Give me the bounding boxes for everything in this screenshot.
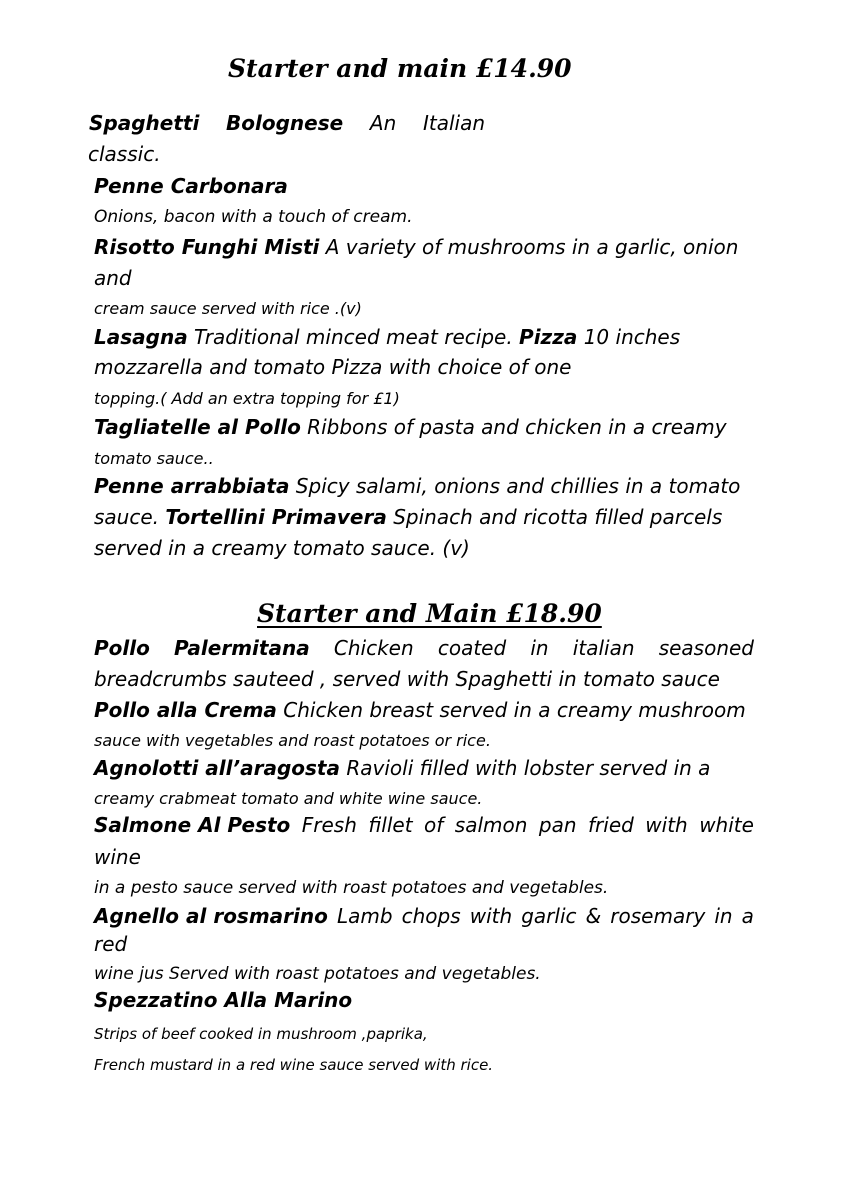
item-desc: Strips of beef cooked in mushroom ,paprika, xyxy=(94,1025,428,1043)
item-name: Risotto Funghi Misti xyxy=(94,235,320,259)
item-name: Agnolotti all’aragosta xyxy=(94,756,340,780)
item-name: Tagliatelle al Pollo xyxy=(94,415,301,439)
item-desc-word: in xyxy=(530,636,549,660)
item-name-word: Spaghetti xyxy=(89,111,200,135)
item-desc-word: of xyxy=(424,813,444,837)
item-desc: Ribbons of pasta and chicken in a creamy xyxy=(300,415,727,439)
item-desc: in a pesto sauce served with roast potatoes and vegetables. xyxy=(94,878,609,898)
item-desc-word: seasoned xyxy=(658,636,754,660)
item-desc: A variety of mushrooms in a garlic, onion xyxy=(319,235,739,259)
menu-item-lasagna xyxy=(94,325,680,349)
item-desc-word: with xyxy=(645,813,688,837)
section-heading-1: Starter and main £14.90 xyxy=(228,54,572,83)
item-desc: Onions, bacon with a touch of cream. xyxy=(94,207,413,227)
menu-item-arrabbiata xyxy=(94,474,740,498)
item-desc: tomato sauce.. xyxy=(94,449,214,468)
item-desc-word: rosemary xyxy=(610,904,706,928)
item-desc-word: italian xyxy=(572,636,635,660)
menu-item-agnello xyxy=(94,904,754,928)
menu-item-tagliatelle xyxy=(94,415,727,439)
item-desc: creamy crabmeat tomato and white wine sauce. xyxy=(94,789,483,808)
item-desc: cream sauce served with rice .(v) xyxy=(94,299,362,318)
item-desc: 10 inches xyxy=(577,325,681,349)
item-desc: mozzarella and tomato Pizza with choice of one xyxy=(94,355,572,379)
item-desc: wine xyxy=(94,845,141,869)
item-name: Pollo alla Crema xyxy=(94,698,277,722)
item-name-word: Bolognese xyxy=(226,111,344,135)
item-desc-word: Chicken xyxy=(333,636,414,660)
item-desc: Ravioli filled with lobster served in a xyxy=(340,756,711,780)
menu-item-risotto xyxy=(94,235,738,259)
item-name: Salmone Al Pesto xyxy=(94,813,291,837)
item-desc-word: fried xyxy=(588,813,634,837)
item-desc: classic. xyxy=(88,142,161,166)
item-desc: breadcrumbs sauteed , served with Spaghetti in tomato sauce xyxy=(94,667,720,691)
item-desc-word: white xyxy=(699,813,754,837)
menu-item-agnolotti xyxy=(94,756,710,780)
item-desc: sauce. xyxy=(94,505,166,529)
item-desc: topping.( Add an extra topping for £1) xyxy=(94,389,400,408)
item-desc-word: Fresh xyxy=(301,813,357,837)
item-name: Agnello al rosmarino xyxy=(94,904,328,928)
item-desc-word: pan xyxy=(538,813,577,837)
item-name: Lasagna xyxy=(94,325,188,349)
item-desc: Traditional minced meat recipe. xyxy=(187,325,520,349)
item-desc-word: fillet xyxy=(368,813,413,837)
item-desc-word: An xyxy=(369,111,397,135)
item-desc-word: a xyxy=(741,904,754,928)
menu-item-tortellini xyxy=(94,505,722,529)
item-desc: sauce with vegetables and roast potatoes or rice. xyxy=(94,731,491,750)
item-name: Pizza xyxy=(519,325,578,349)
item-name: Spezzatino Alla Marino xyxy=(94,988,353,1012)
item-desc-word: chops xyxy=(401,904,461,928)
item-desc: and xyxy=(94,266,132,290)
item-desc-word: with xyxy=(469,904,513,928)
item-desc: wine jus Served with roast potatoes and vegetables. xyxy=(94,964,541,984)
section-heading-2: Starter and Main £18.90 xyxy=(257,599,602,628)
item-name-word: Palermitana xyxy=(174,636,310,660)
menu-item-spaghetti xyxy=(89,111,485,135)
item-desc: red xyxy=(94,932,128,956)
item-desc-word: Italian xyxy=(422,111,485,135)
item-name: Penne arrabbiata xyxy=(94,474,290,498)
item-desc-word: & xyxy=(585,904,602,928)
item-desc-word: Lamb xyxy=(336,904,393,928)
item-desc: French mustard in a red wine sauce served with rice. xyxy=(94,1056,494,1074)
menu-item-crema xyxy=(94,698,746,722)
item-desc-word: garlic xyxy=(521,904,577,928)
item-desc: Spinach and ricotta filled parcels xyxy=(386,505,723,529)
item-desc: Chicken breast served in a creamy mushroom xyxy=(276,698,746,722)
item-name: Tortellini Primavera xyxy=(165,505,387,529)
item-desc-word: salmon xyxy=(454,813,528,837)
menu-item-palermitana xyxy=(94,636,754,660)
item-desc: served in a creamy tomato sauce. (v) xyxy=(94,536,470,560)
item-name-word: Pollo xyxy=(94,636,150,660)
item-desc-word: coated xyxy=(437,636,507,660)
item-desc: Spicy salami, onions and chillies in a tomato xyxy=(289,474,741,498)
item-name: Penne Carbonara xyxy=(94,174,288,198)
menu-item-salmone xyxy=(94,813,754,837)
item-desc-word: in xyxy=(714,904,733,928)
